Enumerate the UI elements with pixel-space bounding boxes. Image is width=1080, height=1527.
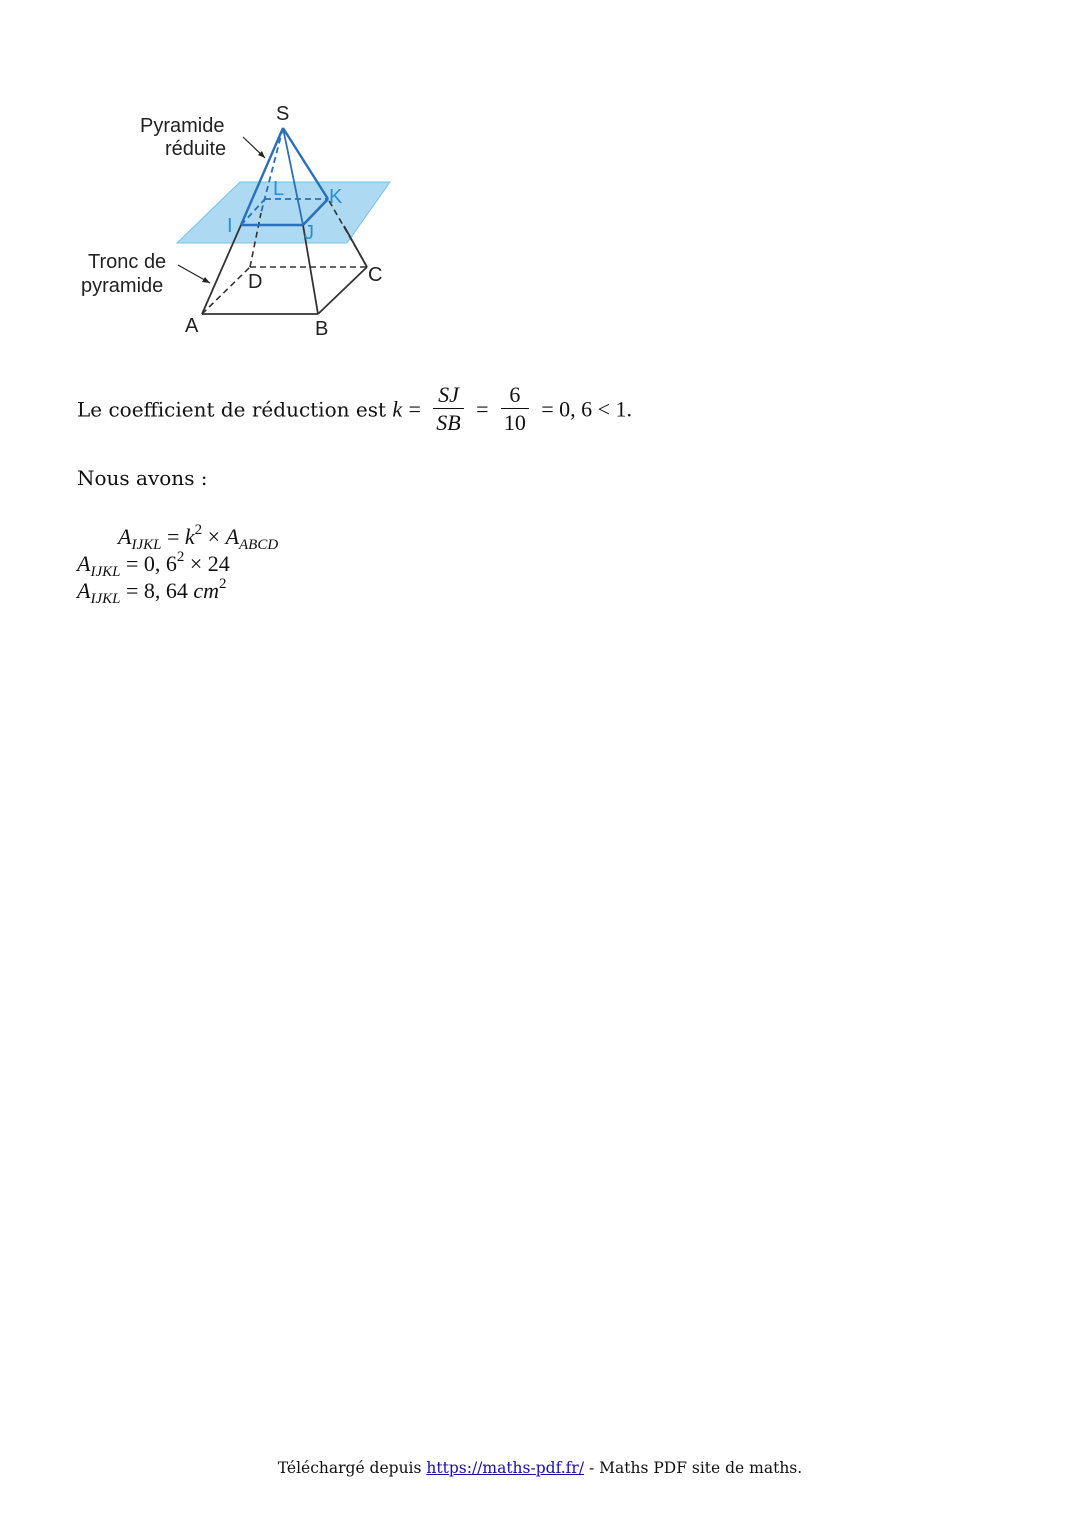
- subscript: IJKL: [90, 564, 121, 580]
- pyramid-figure: [75, 95, 405, 345]
- fraction-denominator: SB: [436, 410, 461, 435]
- equals-sign: =: [161, 524, 185, 549]
- vertex-s: S: [276, 103, 290, 125]
- unit: cm: [193, 578, 220, 603]
- subscript: ABCD: [239, 537, 279, 553]
- area-symbol: A: [77, 578, 91, 603]
- nous-avons-text: Nous avons :: [77, 466, 208, 490]
- fraction-denominator: 10: [503, 410, 526, 435]
- equals-sign: =: [408, 396, 421, 422]
- footer-link[interactable]: https://maths-pdf.fr/: [426, 1459, 585, 1477]
- pyramid-diagram: [75, 95, 405, 345]
- label-tronc-2: pyramide: [81, 275, 164, 297]
- exponent: 2: [176, 549, 185, 565]
- area-symbol: A: [225, 524, 240, 549]
- label-pyramide-reduite-2: réduite: [165, 138, 227, 160]
- equation-value: × 24: [184, 551, 230, 576]
- fraction-numerator: SJ: [433, 382, 463, 409]
- exponent: 2: [194, 522, 203, 538]
- coefficient-line: [77, 382, 632, 437]
- equation-value: = 8, 64: [120, 578, 194, 603]
- footer-text: - Maths PDF site de maths.: [584, 1459, 803, 1477]
- coefficient-intro: Le coefficient de réduction est: [77, 397, 393, 422]
- fraction-sj-sb: [433, 382, 463, 437]
- vertex-j: J: [304, 222, 314, 244]
- equals-sign: =: [476, 396, 489, 422]
- footer: [0, 1459, 1080, 1477]
- exponent: 2: [219, 576, 227, 592]
- subscript: IJKL: [131, 537, 162, 553]
- vertex-i: I: [227, 215, 233, 237]
- equation-line-3: [77, 576, 227, 608]
- area-symbol: A: [77, 551, 91, 576]
- vertex-l: L: [273, 178, 285, 200]
- times-sign: ×: [202, 524, 226, 549]
- label-tronc-1: Tronc de: [88, 251, 167, 273]
- subscript: IJKL: [90, 591, 121, 607]
- k-symbol: k: [392, 396, 403, 422]
- area-symbol: A: [118, 524, 132, 549]
- vertex-a: A: [185, 315, 199, 337]
- vertex-c: C: [368, 264, 383, 286]
- fraction-numerator: 6: [501, 382, 529, 409]
- footer-text: Téléchargé depuis: [277, 1459, 427, 1477]
- label-pyramide-reduite-1: Pyramide: [140, 115, 225, 137]
- k-symbol: k: [184, 524, 195, 549]
- equation-value: = 0, 6: [120, 551, 177, 576]
- fraction-6-10: [501, 382, 529, 437]
- vertex-d: D: [248, 271, 263, 293]
- coefficient-result: = 0, 6 < 1.: [541, 396, 633, 422]
- vertex-b: B: [315, 318, 329, 340]
- vertex-k: K: [329, 186, 343, 208]
